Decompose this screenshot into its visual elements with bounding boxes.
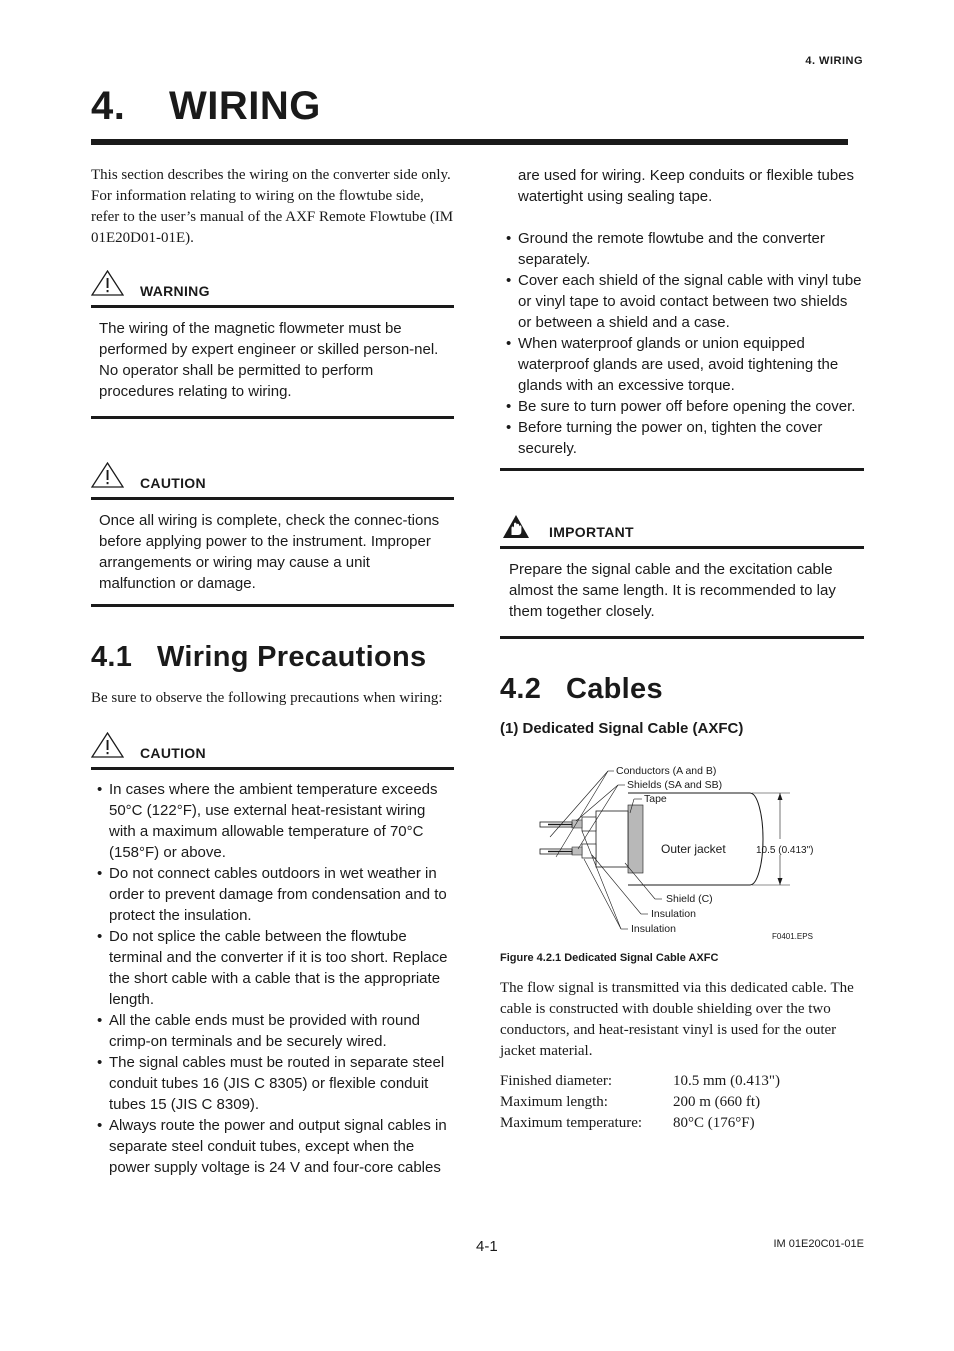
label-insulation-2: Insulation [631,923,676,935]
chapter-title [91,84,321,129]
label-tape: Tape [644,793,667,805]
label-shield-c: Shield (C) [666,893,713,905]
label-file: F0401.EPS [772,932,813,941]
list-item-text: Ground the remote flowtube and the converter separately. [518,230,825,268]
label-insulation-1: Insulation [651,908,696,920]
chapter-number: 4. [91,84,126,128]
page-number: 4-1 [476,1238,498,1255]
list-item: • Before turning the power on, tighten the cover securely. [506,419,823,457]
list-item: • Be sure to turn power off before opening the cover. [506,398,856,415]
list-item-text: Cover each shield of the signal cable with vinyl tube or vinyl tape to avoid contact between two shields or between a shield and a case. [518,272,862,331]
section-4-1-intro: Be sure to observe the following precautions when wiring: [91,690,443,706]
caution-label-1: CAUTION [140,475,206,491]
spec-label: Finished diameter: [500,1073,613,1089]
caution-box-2 [91,733,454,1178]
caution-header-2 [91,733,454,770]
spec-value: 10.5 mm (0.413") [673,1073,780,1089]
table-row [500,1113,780,1134]
list-item-text: Do not connect cables outdoors in wet weather in order to prevent damage from condensation and to protect the insulation. [109,865,447,924]
caution-header-1 [91,463,454,500]
table-row [500,1092,780,1113]
warning-box [91,271,454,419]
important-label: IMPORTANT [549,524,634,540]
list-item: • Ground the remote flowtube and the converter separately. [506,230,825,268]
list-item-text: Do not splice the cable between the flowtube terminal and the converter if it is too short. Replace the short cable with a cable that is the appropriate length. [109,928,448,1008]
spec-table [500,1071,780,1134]
right-column [500,165,864,1134]
list-item-text: All the cable ends must be provided with round crimp-on terminals and be securely wired. [109,1012,421,1050]
figure-caption: Figure 4.2.1 Dedicated Signal Cable AXFC [500,952,719,964]
label-diameter: 10.5 (0.413") [756,845,814,856]
list-item: • Cover each shield of the signal cable with vinyl tube or vinyl tape to avoid contact between two shields or between a shield and a case. [506,272,862,331]
list-item: • Do not connect cables outdoors in wet weather in order to prevent damage from condensation and to protect the insulation. [97,865,447,924]
cable-diagram [500,747,864,942]
list-item: • The signal cables must be routed in separate steel conduit tubes 16 (JIS C 8305) or flexible conduit tubes 15 (JIS C 8309). [97,1054,445,1113]
section-4-2-heading [500,673,864,706]
chapter-title-text: WIRING [169,84,321,128]
warning-text: The wiring of the magnetic flowmeter must be performed by expert engineer or skilled person-nel. No operator shall be permitted to perform procedures relating to wiring. [99,320,439,400]
spec-value: 80°C (176°F) [673,1115,755,1131]
precautions-list-continued [500,165,864,471]
caution-triangle-icon [91,462,124,488]
section-4-1-number: 4.1 [91,641,133,673]
list-item: • Do not splice the cable between the flowtube terminal and the converter if it is too short. Replace the short cable with a cable that is the appropriate length. [97,928,448,1008]
list-item: • In cases where the ambient temperature exceeds 50°C (122°F), use external heat-resistant wiring with a maximum allowable temperature of 70°C (158°F) or above. [97,781,438,861]
section-4-1-title: Wiring Precautions [157,641,427,673]
list-item-text: In cases where the ambient temperature exceeds 50°C (122°F), use external heat-resistant wiring with a maximum allowable temperature of 70°C (158°F) or above. [109,781,438,861]
subsection-heading: (1) Dedicated Signal Cable (AXFC) [500,720,744,737]
list-item: • All the cable ends must be provided with round crimp-on terminals and be securely wired. [97,1012,421,1050]
caution-triangle-icon [91,732,124,758]
list-item-text: Always route the power and output signal cables in separate steel conduit tubes, except when the power supply voltage is 24 V and four-core cables [109,1117,447,1176]
caution-label-2: CAUTION [140,745,206,761]
section-4-2-number: 4.2 [500,673,542,705]
list-item-text: Be sure to turn power off before opening the cover. [518,398,856,415]
table-row [500,1071,780,1092]
list-item-text: Before turning the power on, tighten the cover securely. [518,419,823,457]
warning-label: WARNING [140,283,210,299]
list-item-text: When waterproof glands or union equipped waterproof glands are used, avoid tightening the glands with an excessive torque. [518,335,839,394]
spec-label: Maximum temperature: [500,1115,643,1131]
left-column [91,165,454,1178]
list-item-continuation-text [518,165,864,207]
list-item: • Always route the power and output signal cables in separate steel conduit tubes, except when the power supply voltage is 24 V and four-core cables [91,1115,454,1178]
section-4-2-title: Cables [566,673,663,705]
document-id: IM 01E20C01-01E [773,1238,864,1250]
precautions-list-part1 [91,779,454,1178]
section-4-1-heading [91,641,454,674]
caution-text-1: Once all wiring is complete, check the connec-tions before applying power to the instrument. Improper arrangements or wiring may cause a unit malfunction or damage. [99,512,440,592]
warning-header [91,271,454,308]
caution-box-1 [91,463,454,607]
label-conductors: Conductors (A and B) [616,765,717,777]
spec-label: Maximum length: [500,1094,608,1110]
important-text: Prepare the signal cable and the excitation cable almost the same length. It is recommended to lay them together closely. [509,561,836,620]
label-shields: Shields (SA and SB) [627,779,723,791]
important-hand-icon [502,514,530,539]
list-item-text: are used for wiring. Keep conduits or flexible tubes watertight using sealing tape. [518,167,855,205]
label-outer-jacket: Outer jacket [661,842,726,856]
list-item-continuation [500,165,864,228]
intro-paragraph: This section describes the wiring on the converter side only. For information relating to wiring on the flowtube side, refer to the user’s manual of the AXF Remote Flowtube (IM 01E20D01-01E). [91,167,454,246]
title-rule [91,139,848,145]
cable-description: The flow signal is transmitted via this dedicated cable. The cable is constructed with double shielding over the two conductors, and heat-resistant vinyl is used for the outer jacket material. [500,980,854,1059]
list-item-text: The signal cables must be routed in separate steel conduit tubes 16 (JIS C 8305) or flexible conduit tubes 15 (JIS C 8309). [109,1054,445,1113]
warning-triangle-icon [91,270,124,296]
spec-value: 200 m (660 ft) [673,1094,761,1110]
important-header [500,512,864,549]
important-box [500,512,864,639]
running-header: 4. WIRING [805,55,863,67]
precautions-list-part2 [500,228,864,459]
list-item: • When waterproof glands or union equipped waterproof glands are used, avoid tightening the glands with an excessive torque. [506,335,839,394]
